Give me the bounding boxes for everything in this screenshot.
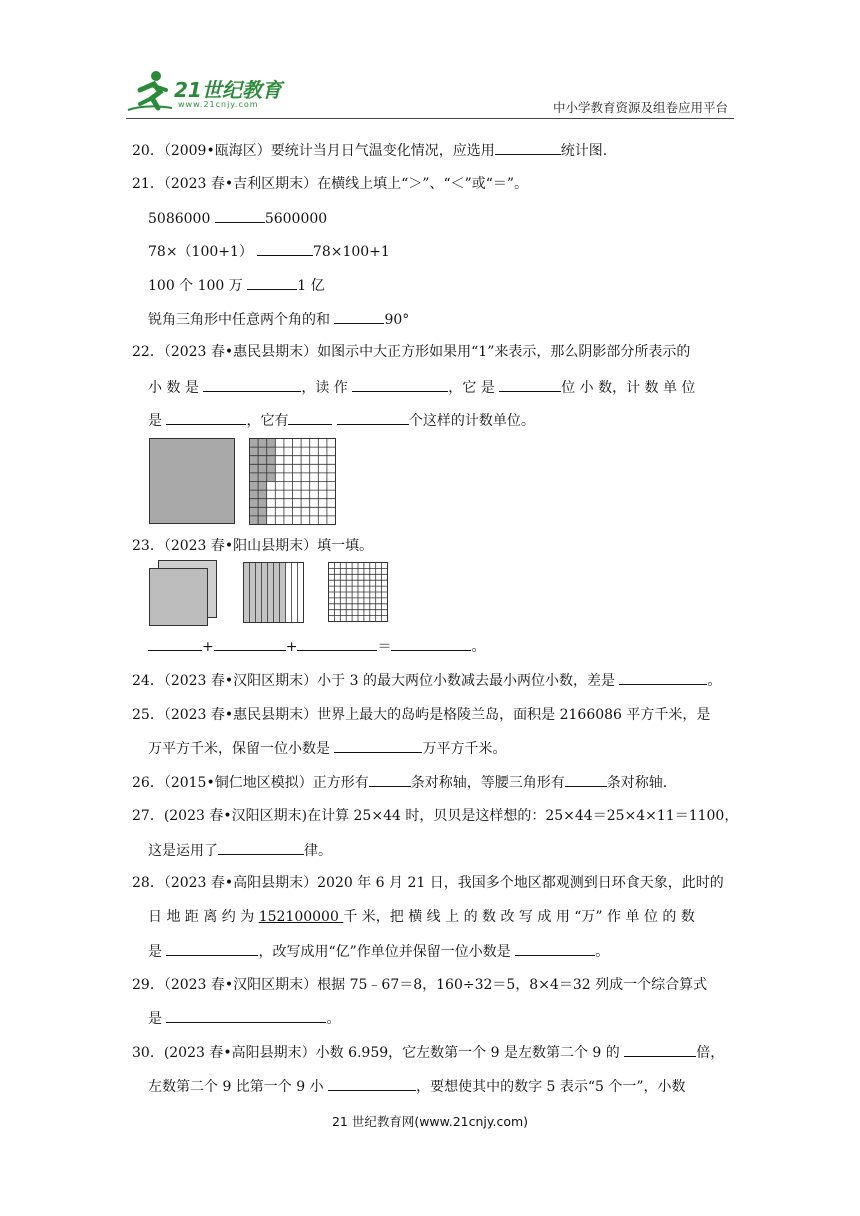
question-21: 21．（2023 春•吉利区期末）在横线上填上“＞”、“＜”或“＝”。 — [132, 176, 529, 192]
q23-equation — [148, 636, 485, 657]
q22-text: 是 — [148, 413, 167, 429]
answer-blank[interactable] — [619, 670, 707, 685]
answer-blank[interactable] — [495, 140, 561, 155]
unit-square-front — [149, 568, 208, 626]
answer-blank[interactable] — [166, 941, 258, 956]
q21-left: 锐角三角形中任意两个角的和 — [148, 312, 335, 328]
plus-sign: + — [202, 639, 214, 655]
logo-text: 21世纪教育 — [174, 78, 282, 102]
q24-text-end: 。 — [707, 673, 722, 689]
q21-row-1 — [148, 208, 327, 229]
answer-blank[interactable] — [288, 410, 332, 425]
q21-left: 100 个 100 万 — [148, 278, 248, 294]
q30-text: 左数第二个 9 比第一个 9 小 — [148, 1079, 329, 1095]
q21-left: 78×（100+1） — [148, 244, 253, 260]
q22-line-2 — [148, 377, 695, 398]
q28-text: ，改写成用“亿”作单位并保留一位小数是 — [258, 944, 516, 960]
answer-blank[interactable] — [215, 208, 265, 223]
q29-text: 是 — [148, 1011, 167, 1027]
plus-sign: + — [285, 639, 298, 655]
answer-blank[interactable] — [565, 772, 607, 787]
q26-text: 条对称轴，等腰三角形有 — [410, 775, 565, 791]
answer-blank[interactable] — [499, 377, 561, 392]
q22-line-3 — [148, 410, 535, 431]
q21-row-4 — [148, 309, 409, 330]
site-logo — [126, 68, 288, 116]
tenths-strips-figure — [243, 562, 304, 623]
question-28: 28．（2023 春•高阳县期末）2020 年 6 月 21 日，我国多个地区都观测到日环食天象，此时的 — [132, 875, 724, 891]
q25-line-2 — [148, 738, 506, 759]
answer-blank[interactable] — [328, 1076, 416, 1091]
q28-text: 千 米，把 横 线 上 的 数 改 写 成 用 “万” 作 单 位 的 数 — [343, 909, 695, 925]
q27-text-end: 律。 — [304, 843, 332, 859]
q20-text: 20．（2009•瓯海区）要统计当月日气温变化情况，应选用 — [132, 143, 495, 159]
answer-blank[interactable] — [624, 1042, 696, 1057]
answer-blank[interactable] — [334, 738, 422, 753]
q22-text: 小 数 是 — [148, 380, 204, 396]
q20-text-end: 统计图. — [560, 143, 608, 159]
answer-blank[interactable] — [166, 1008, 326, 1023]
hundredths-grid-small-figure — [328, 562, 388, 622]
answer-blank[interactable] — [337, 410, 409, 425]
answer-blank[interactable] — [369, 772, 411, 787]
logo-url: www.21cnjy.com — [178, 100, 259, 109]
q29-line-2 — [148, 1008, 340, 1029]
q22-text: ，它有 — [246, 413, 289, 429]
q25-text: 万平方千米，保留一位小数是 — [148, 741, 335, 757]
q29-text-end: 。 — [326, 1011, 341, 1027]
q24-text: 24．（2023 春•汉阳区期末）小于 3 的最大两位小数减去最小两位小数，差是 — [132, 673, 620, 689]
answer-blank[interactable] — [166, 410, 246, 425]
answer-blank[interactable] — [297, 636, 377, 651]
answer-blank[interactable] — [203, 377, 301, 392]
q30-text: 30．(2023 春•高阳县期末）小数 6.959，它左数第一个 9 是左数第二个 9 的 — [132, 1045, 625, 1061]
question-25: 25．（2023 春•惠民县期末）世界上最大的岛屿是格陵兰岛，面积是 2166086 平方千米，是 — [132, 707, 711, 723]
answer-blank[interactable] — [334, 309, 384, 324]
answer-blank[interactable] — [214, 636, 286, 651]
q27-text: 这是运用了 — [148, 843, 218, 859]
platform-label: 中小学教育资源及组卷应用平台 — [552, 100, 728, 115]
q28-line-3 — [148, 941, 609, 962]
underlined-number: 152100000 — [258, 909, 344, 925]
q30-text: ，要想使其中的数字 5 表示“5 个一”，小数 — [416, 1079, 686, 1095]
q28-text-end: 。 — [595, 944, 610, 960]
q27-line-2 — [148, 840, 332, 861]
answer-blank[interactable] — [257, 241, 313, 256]
q28-text: 日 地 距 离 约 为 — [148, 909, 259, 925]
question-24 — [132, 670, 721, 691]
answer-blank[interactable] — [247, 275, 297, 290]
answer-blank[interactable] — [515, 941, 595, 956]
equals-sign: ＝ — [377, 639, 392, 655]
page-footer: 21 世纪教育网(www.21cnjy.com) — [331, 1114, 529, 1129]
q21-left: 5086000 — [148, 211, 215, 227]
period: 。 — [471, 639, 486, 655]
q28-line-2 — [148, 907, 695, 927]
q28-text: 是 — [148, 944, 167, 960]
q26-text: 26．（2015•铜仁地区模拟）正方形有 — [132, 775, 369, 791]
header-divider — [126, 118, 734, 119]
question-26 — [132, 772, 667, 793]
hundredths-grid-figure — [249, 438, 336, 525]
q22-text: ，读 作 — [301, 380, 353, 396]
question-23: 23．（2023 春•阳山县期末）填一填。 — [132, 538, 374, 554]
answer-blank[interactable] — [391, 636, 471, 651]
q21-right: 1 亿 — [297, 278, 325, 294]
q21-right: 90° — [384, 312, 410, 328]
full-square-figure — [149, 438, 235, 524]
question-30 — [132, 1042, 724, 1063]
question-29: 29．（2023 春•汉阳区期末）根据 75﹣67＝8，160÷32＝5，8×4＝32 列成一个综合算式 — [132, 977, 708, 993]
q22-text: 位 小 数，计 数 单 位 — [561, 380, 696, 396]
q21-row-3 — [148, 275, 325, 296]
question-27: 27．(2023 春•汉阳区期末)在计算 25×44 时，贝贝是这样想的：25×44＝25×4×11＝1100， — [132, 808, 739, 824]
q25-text-end: 万平方千米。 — [422, 741, 507, 757]
q26-text-end: 条对称轴. — [606, 775, 668, 791]
runner-icon — [126, 68, 176, 116]
question-20 — [132, 140, 607, 161]
answer-blank[interactable] — [148, 636, 202, 651]
answer-blank[interactable] — [218, 840, 304, 855]
question-22: 22．（2023 春•惠民县期末）如图示中大正方形如果用“1”来表示，那么阴影部分所表示的 — [132, 344, 691, 360]
q21-right: 5600000 — [264, 211, 328, 227]
q22-text: ，它 是 — [448, 380, 500, 396]
q30-text: 倍， — [696, 1045, 725, 1061]
answer-blank[interactable] — [352, 377, 448, 392]
q30-line-2 — [148, 1076, 686, 1097]
q21-row-2 — [148, 241, 390, 262]
q21-right: 78×100+1 — [312, 244, 390, 260]
q22-text: 个这样的计数单位。 — [408, 413, 535, 429]
